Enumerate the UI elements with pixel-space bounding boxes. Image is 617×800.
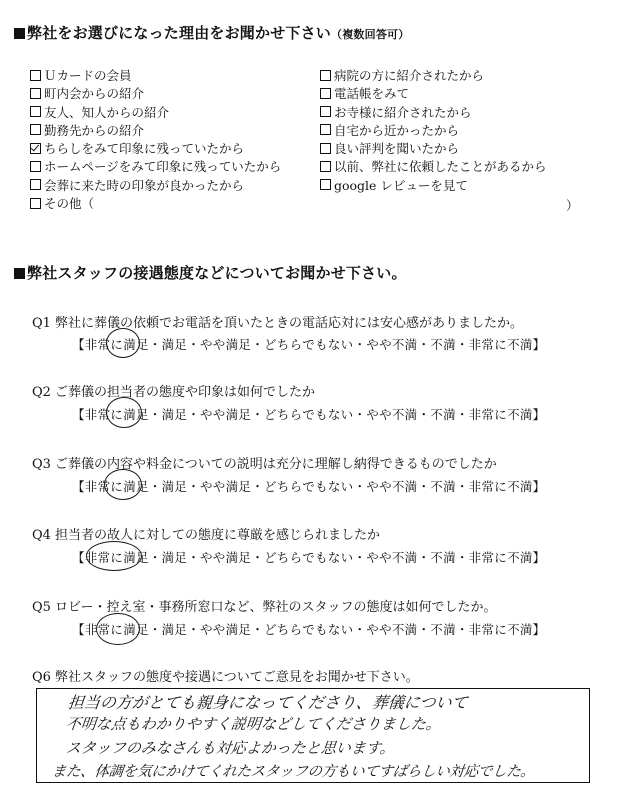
checkbox[interactable] [320, 124, 331, 135]
checkbox-checked[interactable] [30, 143, 41, 154]
checkbox[interactable] [30, 88, 41, 99]
reason-option-label: Ｕカードの会員 [44, 68, 132, 83]
reason-option[interactable] [30, 176, 281, 194]
selected-circle-q3 [104, 469, 142, 500]
checkbox[interactable] [320, 88, 331, 99]
black-square-icon [14, 268, 25, 279]
reason-option-label: その他（ [44, 196, 95, 212]
section1-title: 弊社をお選びになった理由をお聞かせ下さい（複数回答可） [14, 22, 409, 43]
reason-option-label: 友人、知人からの紹介 [44, 104, 170, 120]
checkbox[interactable] [30, 198, 41, 209]
checkbox[interactable] [30, 161, 41, 172]
reason-option[interactable] [30, 121, 281, 139]
rating-scale-q4: 【非常に満足・満足・やや満足・どちらでもない・やや不満・不満・非常に不満】 [72, 550, 546, 565]
handwritten-answer-line-2: 不明な点もわかりやすく説明などしてくださりました。 [65, 715, 442, 733]
selected-circle-q2 [106, 397, 142, 428]
section1-note: （複数回答可） [331, 28, 410, 41]
checkbox[interactable] [320, 143, 331, 154]
reason-option[interactable] [30, 139, 281, 157]
rating-scale-q3: 【非常に満足・満足・やや満足・どちらでもない・やや不満・不満・非常に不満】 [72, 479, 546, 494]
reason-option[interactable] [30, 103, 281, 121]
question-q5: Q5 ロビー・控え室・事務所窓口など、弊社のスタッフの態度は如何でしたか。 [32, 600, 497, 615]
reason-option[interactable] [30, 84, 281, 102]
reason-option-label: ちらしをみて印象に残っていたから [44, 141, 245, 157]
selected-circle-q4 [86, 541, 142, 571]
reason-option-label: ホームページをみて印象に残っていたから [44, 159, 282, 175]
reason-option-label: 以前、弊社に依頼したことがあるから [334, 159, 547, 175]
reason-option[interactable] [320, 139, 547, 157]
rating-scale-q1: 【非常に満足・満足・やや満足・どちらでもない・やや不満・不満・非常に不満】 [72, 337, 546, 352]
black-square-icon [14, 28, 25, 39]
rating-scale-q5: 【非常に満足・満足・やや満足・どちらでもない・やや不満・不満・非常に不満】 [72, 622, 546, 637]
checkbox[interactable] [320, 106, 331, 117]
checkbox[interactable] [30, 70, 41, 81]
question-q3: Q3 ご葬儀の内容や料金についての説明は充分に理解し納得できるものでしたか [32, 457, 497, 472]
reason-options-right [320, 66, 547, 194]
reason-option[interactable] [30, 66, 281, 84]
checkbox[interactable] [320, 179, 331, 190]
reason-option-label: 病院の方に紹介されたから [334, 68, 485, 83]
checkbox[interactable] [30, 106, 41, 117]
reason-option-label: 会葬に来た時の印象が良かったから [44, 177, 245, 193]
selected-circle-q1 [106, 328, 140, 358]
reason-option[interactable] [30, 194, 281, 212]
question-q4: Q4 担当者の故人に対しての態度に尊厳を感じられましたか [32, 528, 381, 543]
reason-options-left [30, 66, 281, 212]
reason-option-label: 自宅から近かったから [334, 122, 460, 138]
reason-option[interactable] [320, 157, 547, 175]
reason-option[interactable] [30, 157, 281, 175]
reason-option-label: 電話帳をみて [334, 86, 410, 102]
checkbox[interactable] [320, 161, 331, 172]
question-q1: Q1 弊社に葬儀の依頼でお電話を頂いたときの電話応対には安心感がありましたか。 [32, 316, 524, 331]
checkbox[interactable] [30, 124, 41, 135]
reason-option[interactable] [320, 176, 547, 194]
handwritten-answer-line-1: 担当の方がとても親身になってくださり、葬儀について [66, 693, 469, 712]
reason-option[interactable] [320, 121, 547, 139]
handwritten-answer-line-4: また、体調を気にかけてくれたスタッフの方もいてすばらしい対応でした。 [51, 764, 536, 780]
question-q2: Q2 ご葬儀の担当者の態度や印象は如何でしたか [32, 385, 316, 400]
handwritten-answer-line-3: スタッフのみなさんも対応よかったと思います。 [65, 739, 396, 757]
reason-option-label: 町内会からの紹介 [44, 86, 145, 102]
reason-option-label: お寺様に紹介されたから [334, 104, 472, 120]
question-q6: Q6 弊社スタッフの態度や接遇についてご意見をお聞かせ下さい。 [32, 670, 419, 685]
reason-option[interactable] [320, 66, 547, 84]
reason-option-label: google レビューを見て [334, 177, 468, 193]
checkbox[interactable] [30, 179, 41, 190]
reason-option[interactable] [320, 84, 547, 102]
other-close-paren: ） [566, 198, 579, 213]
section2-title: 弊社スタッフの接遇態度などについてお聞かせ下さい。 [14, 262, 407, 283]
rating-scale-q2: 【非常に満足・満足・やや満足・どちらでもない・やや不満・不満・非常に不満】 [72, 407, 546, 422]
checkbox[interactable] [320, 70, 331, 81]
reason-option-label: 勤務先からの紹介 [44, 122, 145, 138]
selected-circle-q5 [96, 613, 140, 645]
reason-option-label: 良い評判を聞いたから [334, 141, 460, 157]
reason-option[interactable] [320, 103, 547, 121]
